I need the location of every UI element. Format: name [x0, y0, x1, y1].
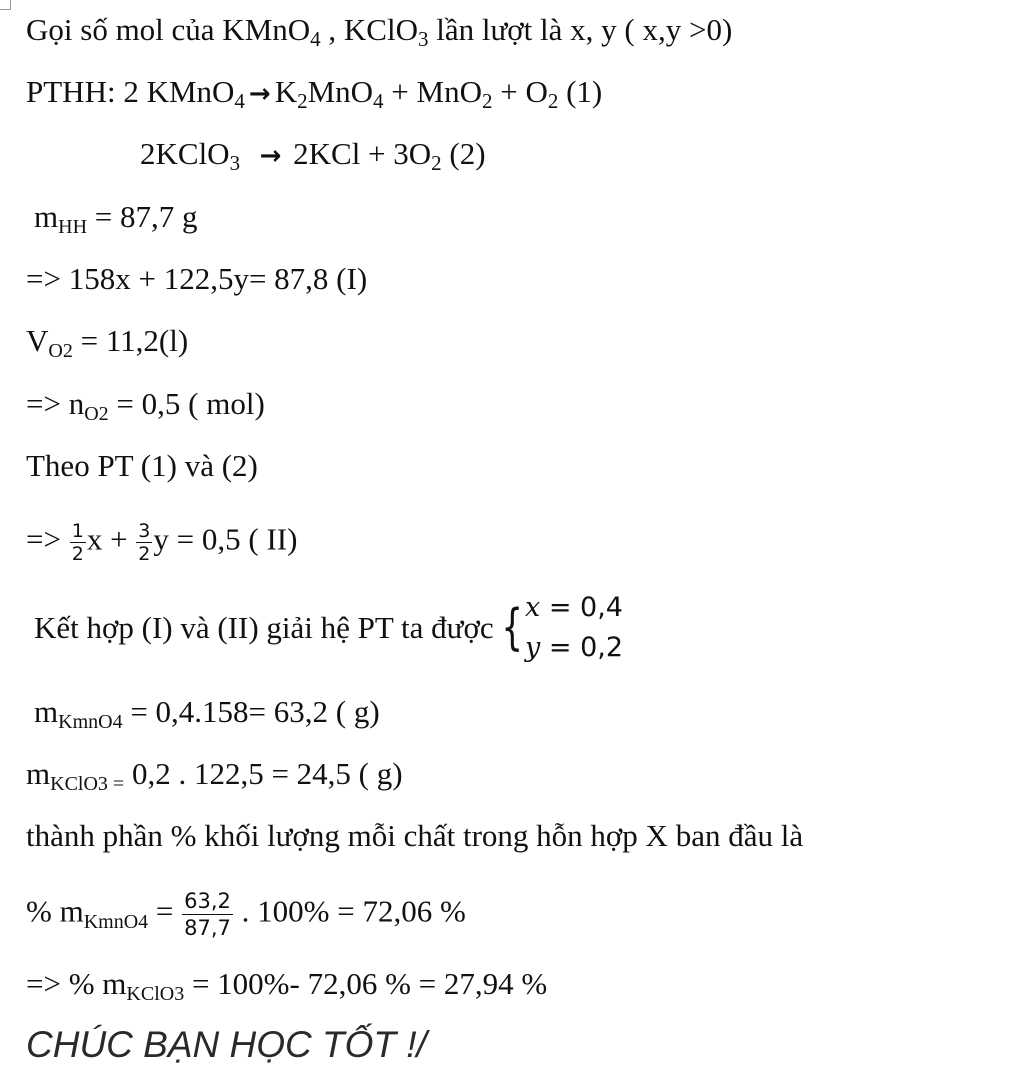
- numerator: 1: [71, 520, 84, 542]
- subscript: KClO3 =: [50, 773, 125, 795]
- text: K: [274, 74, 298, 109]
- denominator: 87,7: [184, 916, 231, 940]
- subscript: 3: [417, 27, 429, 51]
- text: => 158x + 122,5y= 87,8 (I): [26, 261, 368, 296]
- line-equation-1: [26, 74, 602, 113]
- numerator: 63,2: [184, 889, 231, 913]
- line-according-to-equations: [26, 448, 258, 484]
- fraction-one-half: [70, 520, 86, 565]
- text: MnO: [307, 74, 374, 109]
- subscript: KClO3: [126, 983, 185, 1005]
- line-oxygen-moles: [26, 386, 265, 426]
- subscript: 3: [229, 151, 241, 175]
- subscript: 2: [297, 89, 308, 113]
- text: = 87,7 g: [87, 199, 198, 234]
- subscript: O2: [84, 403, 109, 425]
- subscript: 4: [234, 89, 245, 113]
- text: Kết hợp (I) và (II) giải hệ PT ta được: [34, 610, 502, 645]
- value-x: = 0,4: [540, 592, 623, 623]
- text: =>: [26, 521, 69, 557]
- text: , KClO: [320, 12, 418, 47]
- text: 0,2 . 122,5 = 24,5 ( g): [124, 756, 403, 791]
- subscript: 4: [373, 89, 384, 113]
- text: V: [26, 323, 49, 358]
- system-row-y: [525, 628, 623, 668]
- text: thành phần % khối lượng mỗi chất trong hỗn hợp X ban đầu là: [26, 818, 804, 853]
- left-brace-icon: {: [501, 599, 524, 657]
- text: Gọi số mol của KMnO: [26, 12, 311, 47]
- text: 2KClO: [140, 136, 230, 171]
- line-mass-kclo3: [26, 756, 403, 796]
- text: = 100%- 72,06 % = 27,94 %: [184, 966, 548, 1001]
- corner-marker: [0, 0, 11, 10]
- text: x +: [86, 521, 136, 557]
- denominator: 2: [71, 543, 84, 565]
- text: PTHH: 2 KMnO: [26, 74, 235, 109]
- text: . 100% = 72,06 %: [233, 893, 466, 929]
- closing-note: [26, 1024, 427, 1065]
- text: Theo PT (1) và (2): [26, 448, 258, 483]
- text: m: [34, 199, 59, 234]
- text: + O: [492, 74, 548, 109]
- variable-y: y: [525, 632, 541, 663]
- subscript: KmnO4: [83, 910, 149, 933]
- subscript: O2: [48, 340, 73, 362]
- line-equation-I: [26, 261, 367, 297]
- text: m: [26, 756, 51, 791]
- line-percent-kclo3: [26, 966, 547, 1006]
- subscript: KmnO4: [58, 711, 123, 733]
- text: => % m: [26, 966, 127, 1001]
- line-equation-2: [140, 136, 486, 175]
- fraction-mass-ratio: [182, 888, 233, 941]
- line-oxygen-volume: [26, 323, 188, 363]
- line-mass-kmno4: [34, 694, 380, 734]
- line-system-solution: [34, 588, 623, 668]
- text: m: [34, 694, 59, 729]
- line-percent-kmno4: [26, 888, 466, 941]
- reaction-arrow-icon: →: [248, 79, 271, 109]
- system-row-x: [525, 588, 623, 628]
- variable-x: x: [525, 592, 541, 623]
- system-of-equations: [525, 588, 623, 668]
- text: % m: [26, 893, 84, 929]
- line-mixture-mass: [34, 199, 198, 239]
- subscript: 4: [310, 27, 321, 51]
- subscript: HH: [58, 216, 88, 238]
- text: =: [148, 893, 182, 929]
- text: + MnO: [383, 74, 482, 109]
- subscript: 2: [547, 89, 559, 113]
- denominator: 2: [138, 543, 151, 565]
- text: y = 0,5 ( II): [153, 521, 298, 557]
- line-composition-heading: [26, 818, 803, 854]
- text: 2KCl + 3O: [285, 136, 432, 171]
- text: => n: [26, 386, 85, 421]
- text: (2): [441, 136, 486, 171]
- numerator: 3: [138, 520, 151, 542]
- fraction-three-halves: [136, 520, 152, 565]
- line-equation-II: [26, 520, 297, 565]
- subscript: 2: [481, 89, 493, 113]
- reaction-arrow-icon: →: [259, 141, 282, 171]
- value-y: = 0,2: [540, 632, 624, 663]
- text: (1): [558, 74, 603, 109]
- text: = 0,5 ( mol): [108, 386, 265, 421]
- text: = 0,4.158= 63,2 ( g): [122, 694, 380, 729]
- line-define-moles: [26, 12, 732, 51]
- subscript: 2: [431, 151, 442, 175]
- text: lần lượt là x, y ( x,y >0): [428, 12, 733, 47]
- text: = 11,2(l): [72, 323, 189, 358]
- text: CHÚC BẠN HỌC TỐT !/: [26, 1024, 427, 1065]
